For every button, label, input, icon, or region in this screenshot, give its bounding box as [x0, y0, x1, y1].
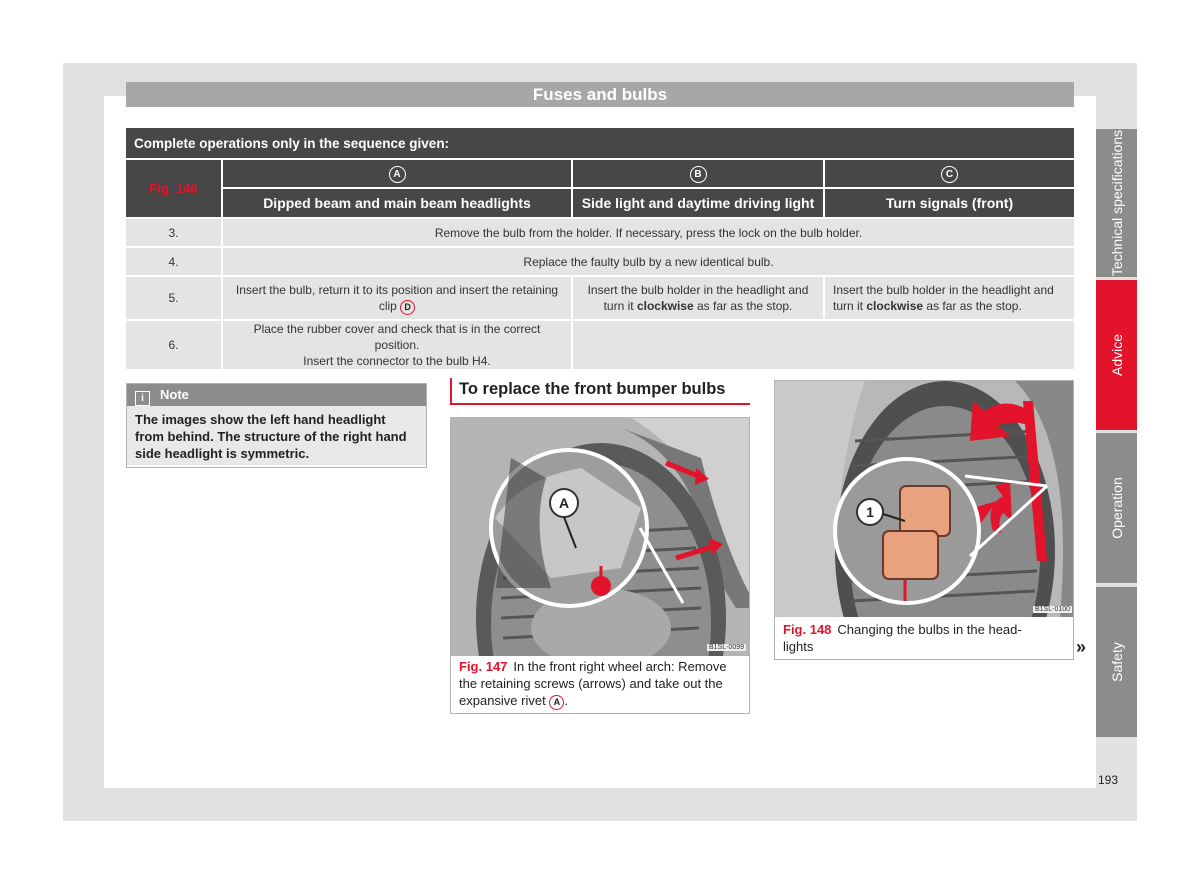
note-header	[127, 384, 426, 406]
clip-reference: D	[400, 300, 415, 315]
side-tab-advice[interactable]	[1096, 280, 1137, 430]
table-row	[126, 321, 1074, 369]
note-text: The images show the left hand headlight from behind. The structure of the right hand side headlight is symmetric.	[127, 406, 426, 465]
step-text-a	[221, 277, 571, 319]
letter-badge: B	[690, 166, 707, 183]
note-title: Note	[160, 387, 189, 402]
step-text: Insert the bulb, return it to its position and insert the retaining clip	[235, 282, 559, 313]
step-number: 6.	[126, 321, 221, 369]
side-tab-operation[interactable]	[1096, 433, 1137, 583]
column-letter-a	[221, 160, 571, 187]
step-text: Remove the bulb from the holder. If necessary, press the lock on the bulb holder.	[221, 219, 1074, 246]
caption-end: .	[564, 693, 568, 708]
letter-badge: C	[941, 166, 958, 183]
step-text-c	[823, 277, 1074, 319]
letter-badge: A	[389, 166, 406, 183]
table-row	[126, 248, 1074, 275]
step-number: 4.	[126, 248, 221, 275]
figure-148	[774, 380, 1074, 660]
headlight-bulb-illustration	[775, 381, 1073, 617]
step-text: Insert the bulb holder in the headlight and turn it	[587, 283, 809, 313]
callout-a: A	[558, 495, 570, 511]
figure-147	[450, 417, 750, 714]
column-title-a: Dipped beam and main beam headlights	[221, 189, 571, 217]
figure-reference[interactable]: Fig. 146	[126, 160, 221, 217]
side-tab-label: Advice	[1108, 333, 1125, 377]
column-title-b: Side light and daytime driving light	[571, 189, 823, 217]
step-text: as far as the stop.	[926, 299, 1022, 313]
table-row	[126, 219, 1074, 246]
continued-marker: »	[1076, 637, 1087, 657]
caption-text: Changing the bulbs in the head-lights	[783, 622, 1022, 654]
step-text: Replace the faulty bulb by a new identical bulb.	[221, 248, 1074, 275]
step-number: 5.	[126, 277, 221, 319]
side-tab-label: Operation	[1108, 477, 1125, 539]
step-text: Insert the connector to the bulb H4.	[303, 354, 491, 368]
step-text-emphasis: clockwise	[866, 299, 924, 313]
note-box	[126, 383, 427, 468]
figure-label[interactable]: Fig. 147	[459, 659, 508, 674]
wheel-arch-illustration	[451, 418, 749, 656]
side-tab-label: Technical specifications	[1108, 129, 1125, 277]
figure-caption	[459, 658, 744, 710]
figure-label[interactable]: Fig. 148	[783, 622, 832, 637]
step-text: Insert the bulb holder in the headlight and turn it	[833, 283, 1054, 313]
caption-text: In the front right wheel arch: Remove the retaining screws (arrows) and take out the expansive rivet	[459, 659, 727, 708]
side-tab-safety[interactable]	[1096, 587, 1137, 737]
page-title: Fuses and bulbs	[126, 82, 1074, 107]
side-tab-technical-specifications[interactable]	[1096, 129, 1137, 277]
page-number: 193	[1098, 773, 1119, 787]
step-text-a	[221, 321, 571, 369]
step-text-emphasis: clockwise	[636, 299, 694, 313]
step-number: 3.	[126, 219, 221, 246]
image-code: B1SL-0099	[709, 644, 745, 651]
callout-1: 1	[866, 504, 874, 520]
rivet-reference: A	[549, 695, 564, 710]
bulb-operations-table	[126, 126, 1074, 371]
step-text: Place the rubber cover and check that is in the correct position.	[253, 322, 541, 352]
figure-caption	[783, 621, 1043, 655]
step-text-b	[571, 277, 823, 319]
image-code: B1SL-0100	[1035, 606, 1071, 613]
side-tab-label: Safety	[1108, 642, 1125, 682]
step-text: as far as the stop.	[697, 299, 793, 313]
column-title-c: Turn signals (front)	[823, 189, 1074, 217]
empty-cell	[571, 321, 1074, 369]
table-instruction: Complete operations only in the sequence given:	[126, 128, 1074, 158]
column-letter-c	[823, 160, 1074, 187]
column-letter-b	[571, 160, 823, 187]
info-icon: i	[135, 391, 150, 406]
section-title: To replace the front bumper bulbs	[450, 378, 750, 405]
table-row	[126, 277, 1074, 319]
